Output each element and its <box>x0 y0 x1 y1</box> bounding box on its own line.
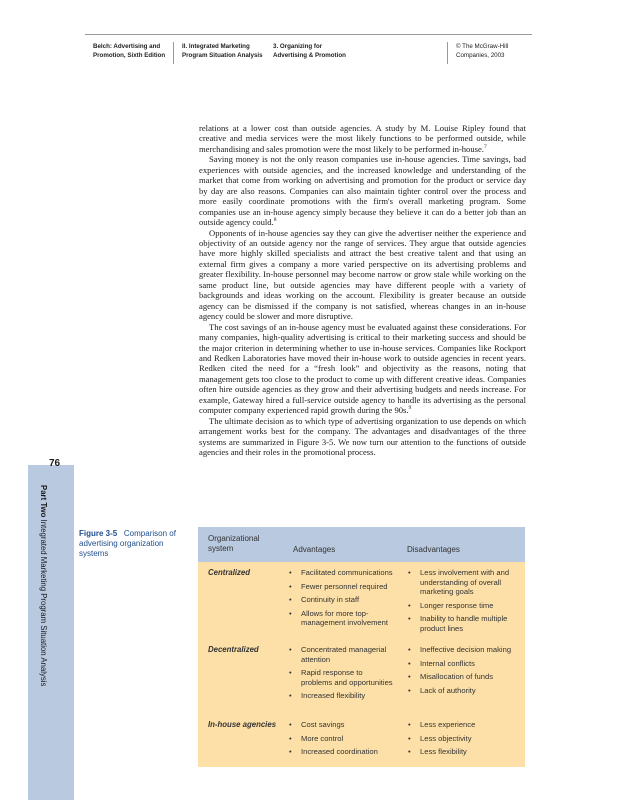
footnote-ref: 8 <box>273 217 277 224</box>
list-item: • Less experience <box>408 720 516 730</box>
list-item: • Ineffective decision making <box>408 645 516 655</box>
list-item: • Inability to handle multiple product lines <box>408 614 516 633</box>
advantages-list <box>289 645 394 705</box>
list-item: • Lack of authority <box>408 686 516 696</box>
figure-label: Figure 3-5 <box>79 529 118 538</box>
list-item: • Rapid response to problems and opportunities <box>289 668 394 687</box>
sidebar-band <box>28 465 74 800</box>
row-label-centralized: Centralized <box>208 568 251 577</box>
running-header <box>85 34 532 65</box>
list-item: • Increased coordination <box>289 747 394 757</box>
comparison-table <box>198 527 525 767</box>
disadvantages-list <box>408 568 516 638</box>
footnote-ref: 7 <box>483 144 487 151</box>
list-item: • Allows for more top-management involvement <box>289 609 394 628</box>
section-label: Integrated Marketing Program Situation Analysis <box>39 519 48 687</box>
paragraph: Saving money is not the only reason companies use in-house agencies. Time savings, bad experiences with outside agencies, and the increased knowledge and understanding of the market that come from working on advertising and promotion for the product or service day by day are also reasons. Companies can also maintain tighter control over the process and more easily coordinate promotions with the firm's overall marketing program. Some companies use an in-house agency simply because they believe it can do a better job than an outside agency could.$^8$ <box>199 154 526 228</box>
list-item: • Fewer personnel required <box>289 582 394 592</box>
disadvantages-list <box>408 645 516 699</box>
list-item: • Increased flexibility <box>289 691 394 701</box>
paragraph: Opponents of in-house agencies say they can give the advertiser neither the experience and objectivity of an outside agency nor the range of services. They argue that outside agencies have more highly skilled specialists and attract the best creative talent and that using an external firm gives a company a more varied perspective on its advertising problems and greater flexibility. In-house personnel may become narrow or grow stale while working on the same product line, but outside agencies may have different people with a variety of backgrounds and ideas working on the account. Flexibility is greater because an outside agency can be dismissed if the company is not satisfied, whereas changes in an in-house agency could be slower and more disruptive. <box>199 227 526 322</box>
list-item: • Less involvement with and understanding of overall marketing goals <box>408 568 516 597</box>
paragraph: The ultimate decision as to which type of advertising organization to use depends on which arrangement works best for the company. The advantages and disadvantages of the three systems are summarized in Figure 3-5. We now turn our attention to the functions of outside agencies and their roles in the promotional process. <box>199 415 526 458</box>
advantages-list <box>289 720 394 761</box>
list-item: • Continuity in staff <box>289 595 394 605</box>
header-copyright: © The McGraw-Hill Companies, 2003 <box>447 42 508 64</box>
advantages-list <box>289 568 394 632</box>
part-label: Part Two <box>39 485 48 518</box>
footnote-ref: 9 <box>408 405 412 412</box>
header-org-system: Organizational system <box>208 534 260 553</box>
list-item: • Facilitated communications <box>289 568 394 578</box>
header-part: II. Integrated Marketing Program Situation Analysis <box>173 42 263 64</box>
paragraph: relations at a lower cost than outside agencies. A study by M. Louise Ripley found that creative and media services were the most likely functions to be performed outside, while merchandising and sales promotion were the most likely to be performed in-house.$^7$ <box>199 123 526 154</box>
table-header <box>198 527 525 562</box>
list-item: • Internal conflicts <box>408 659 516 669</box>
part-title-vertical <box>39 485 48 686</box>
header-book-title: Belch: Advertising and Promotion, Sixth Edition <box>93 43 166 59</box>
row-label-in-house: In-house agencies <box>208 720 277 729</box>
row-label-decentralized: Decentralized <box>208 645 259 654</box>
figure-caption <box>79 529 189 559</box>
list-item: • Misallocation of funds <box>408 672 516 682</box>
body-text <box>199 123 526 458</box>
header-disadvantages: Disadvantages <box>407 545 460 554</box>
header-chapter: 3. Organizing for Advertising & Promotion <box>273 43 346 59</box>
paragraph: The cost savings of an in-house agency must be evaluated against these considerations. For many companies, high-quality advertising is critical to their marketing success and should be the major criterion in determining whether to use in-house services. Companies like Rockport and Redken Laboratories have moved their in-house work to outside agencies in recent years. Redken cited the need for a “fresh look” and objectivity as the reasons, noting that management gets too close to the product to come up with different creative ideas. Companies often hire outside agencies as they grow and their advertising budgets and needs increase. For example, Gateway hired a full-service outside agency to handle its advertising as the personal computer company experienced rapid growth during the 90s.$^9$ <box>199 321 526 416</box>
disadvantages-list <box>408 720 516 761</box>
list-item: • Longer response time <box>408 601 516 611</box>
header-advantages: Advantages <box>293 545 336 554</box>
list-item: • Concentrated managerial attention <box>289 645 394 664</box>
list-item: • Less objectivity <box>408 734 516 744</box>
page-number: 76 <box>49 458 61 469</box>
list-item: • More control <box>289 734 394 744</box>
figure-title: Comparison of advertising organization systems <box>79 529 176 558</box>
list-item: • Less flexibility <box>408 747 516 757</box>
list-item: • Cost savings <box>289 720 394 730</box>
